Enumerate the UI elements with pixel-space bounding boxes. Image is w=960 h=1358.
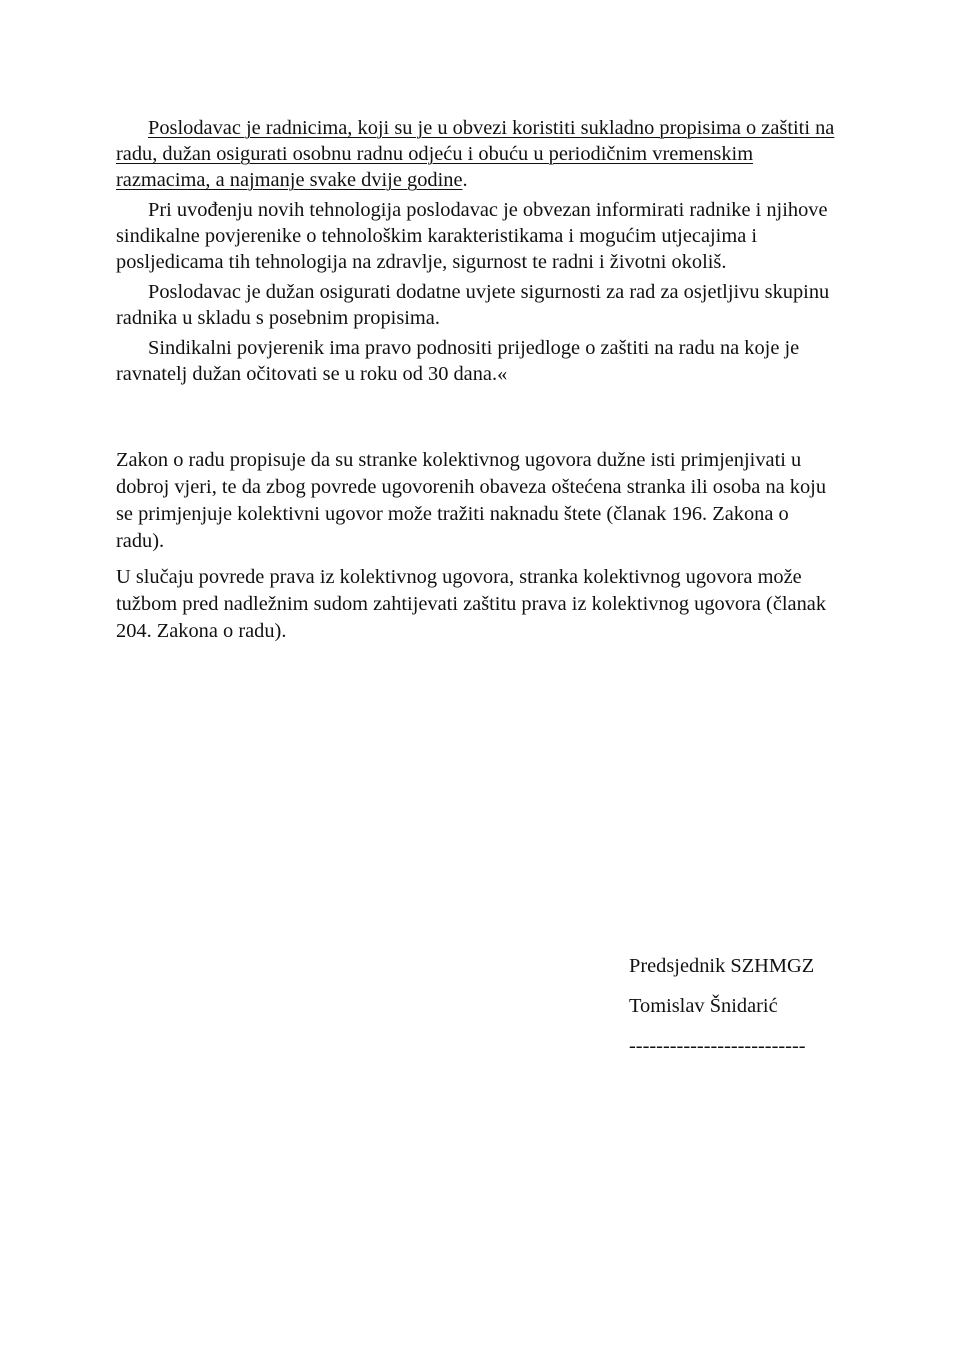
signature-line: -------------------------- [629,1035,806,1057]
signatory-name: Tomislav Šnidarić [629,995,778,1017]
law-paragraph-1: Zakon o radu propisuje da su stranke kolektivnog ugovora dužne isti primjenjivati u dobroj vjeri, te da zbog povrede ugovorenih obaveza oštećena stranka ili osoba na koju se primjenjuje kolektivni ugovor može tražiti naknadu štete (članak 196. Zakona o radu). [116,449,827,552]
quote-paragraph-3: Poslodavac je dužan osigurati dodatne uvjete sigurnosti za rad za osjetljivu skupinu radnika u skladu s posebnim propisima. [116,281,830,329]
labor-law-text [116,447,840,654]
quote-paragraph-4: Sindikalni povjerenik ima pravo podnositi prijedloge o zaštiti na radu na koje je ravnatelj dužan očitovati se u roku od 30 dana.« [116,337,800,385]
underlined-text: Poslodavac je radnicima, koji su je u obvezi koristiti sukladno propisima o zaštiti na radu, dužan osigurati osobnu radnu odjeću i obuću u periodičnim vremenskim razmacima, a najmanje svake dvije godine [116,117,835,191]
signatory-role: Predsjednik SZHMGZ [629,955,815,977]
law-paragraph-2: U slučaju povrede prava iz kolektivnog ugovora, stranka kolektivnog ugovora može tužbom pred nadležnim sudom zahtijevati zaštitu prava iz kolektivnog ugovora (članak 204. Zakona o radu). [116,566,827,642]
quote-paragraph-2: Pri uvođenju novih tehnologija poslodavac je obvezan informirati radnike i njihove sindikalne povjerenike o tehnološkim karakteristikama i mogućim utjecajima i posljedicama tih tehnologija na zdravlje, sigurnost te radni i životni okoliš. [116,199,828,273]
quote-paragraph-1 [116,115,840,193]
signature-block [629,953,869,1073]
quoted-article-text [116,115,840,391]
sentence-end: . [462,169,468,191]
